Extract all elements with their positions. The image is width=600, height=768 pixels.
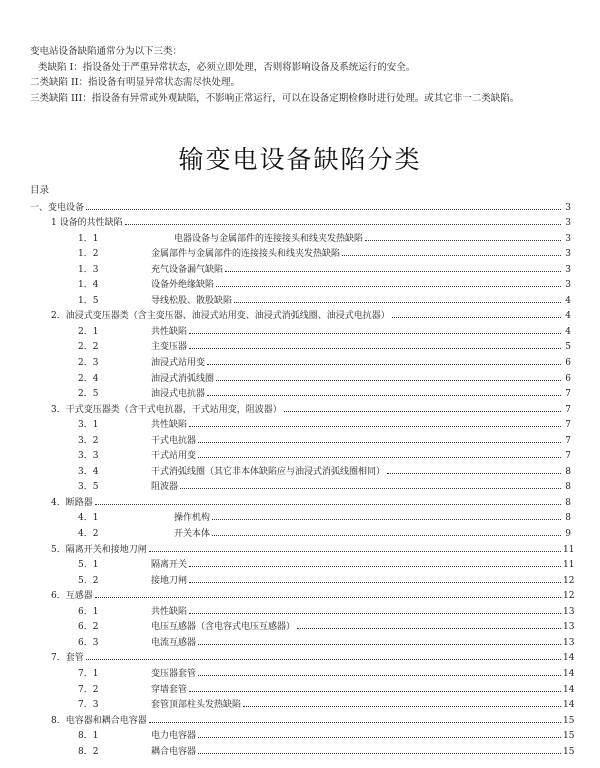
toc-page-number: 14	[563, 700, 575, 711]
toc-leader-dots	[243, 706, 561, 707]
toc-leader-dots	[95, 597, 561, 598]
toc-entry-title: 设备外绝缘缺陷	[151, 280, 215, 291]
toc-entry[interactable]	[30, 337, 571, 353]
toc-page-number: 11	[563, 560, 575, 571]
toc-entry-title: 主变压器	[151, 342, 188, 353]
toc-entry[interactable]	[30, 446, 571, 462]
toc-entry-number: 4．1	[78, 513, 99, 524]
toc-entry-number: 1．4	[78, 280, 99, 291]
toc-entry-number: 3．5	[78, 482, 99, 493]
toc-entry-title: 油浸式站用变	[151, 358, 206, 369]
toc-entry-number: 6．2	[78, 622, 99, 633]
toc-entry-number: 5．1	[78, 560, 99, 571]
toc-page-number: 7	[565, 420, 571, 431]
toc-leader-dots	[216, 286, 561, 287]
toc-page-number: 3	[565, 280, 571, 291]
intro-line: 三类缺陷 III：指设备有异常或外观缺陷，不影响正常运行，可以在设备定期检修时进行处理。或其它非一二类缺陷。	[30, 92, 520, 104]
toc-entry-title: 变压器套管	[151, 668, 197, 679]
toc-label: 目录	[30, 185, 50, 196]
toc-entry-title: 耦合电容器	[151, 746, 197, 757]
toc-page-number: 12	[563, 591, 575, 602]
toc-entry-number: 2．4	[78, 373, 99, 384]
toc-entry-number: 7．2	[78, 684, 99, 695]
toc-entry[interactable]	[30, 570, 575, 586]
toc-entry[interactable]	[30, 726, 575, 742]
toc-leader-dots	[198, 737, 561, 738]
toc-entry-number: 5．2	[78, 575, 99, 586]
toc-entry[interactable]	[30, 430, 571, 446]
toc-entry-title: 操作机构	[174, 513, 211, 524]
toc-leader-dots	[189, 426, 561, 427]
toc-entry[interactable]	[30, 384, 571, 400]
toc-entry-number: 2．3	[78, 358, 99, 369]
toc-entry[interactable]	[30, 290, 571, 306]
toc-entry-number: 1．3	[78, 264, 99, 275]
toc-entry-number: 7．1	[78, 668, 99, 679]
toc-entry-title: 金属部件与金属部件的连接接头和线夹发热缺陷	[151, 249, 341, 260]
toc-entry-number: 3．4	[78, 466, 99, 477]
toc-leader-dots	[297, 628, 561, 629]
toc-entry[interactable]	[30, 741, 575, 757]
toc-entry-number: 2．2	[78, 342, 99, 353]
toc-entry[interactable]	[30, 523, 571, 539]
toc-entry-number: 2．5	[78, 389, 99, 400]
toc-entry[interactable]	[30, 632, 575, 648]
toc-leader-dots	[198, 753, 561, 754]
toc-page-number: 13	[563, 606, 575, 617]
toc-entry-title: 套管顶部柱头发热缺陷	[151, 700, 242, 711]
toc-entry[interactable]	[30, 259, 571, 275]
toc-page-number: 11	[563, 544, 575, 555]
toc-leader-dots	[284, 411, 561, 412]
toc-page-number: 4	[565, 311, 571, 322]
toc-entry-number: 8．2	[78, 746, 99, 757]
toc-leader-dots	[198, 442, 561, 443]
toc-entry-title: 干式电抗器	[151, 435, 197, 446]
toc-entry-title: 导线松股、散股缺陷	[151, 295, 233, 306]
toc-page-number: 7	[565, 389, 571, 400]
toc-leader-dots	[189, 348, 561, 349]
toc-leader-dots	[207, 395, 561, 396]
toc-entry-title: 电流互感器	[151, 637, 197, 648]
toc-entry-title: 2．油浸式变压器类（含主变压器、油浸式站用变、油浸式消弧线圈、油浸式电抗器）	[51, 311, 390, 322]
toc-entry[interactable]	[30, 477, 571, 493]
toc-page-number: 15	[563, 731, 575, 742]
toc-page-number: 5	[565, 342, 571, 353]
toc-entry[interactable]	[30, 306, 571, 322]
toc-leader-dots	[365, 240, 561, 241]
toc-entry-title: 接地刀闸	[151, 575, 188, 586]
toc-entry-title: 穿墙套管	[151, 684, 188, 695]
intro-heading: 变电站设备缺陷通常分为以下三类：	[30, 46, 183, 57]
toc-page-number: 8	[565, 513, 571, 524]
toc-entry-number: 3．1	[78, 420, 99, 431]
toc-page-number: 3	[565, 249, 571, 260]
toc-leader-dots	[95, 504, 561, 505]
toc-page-number: 3	[565, 202, 571, 213]
toc-entry[interactable]	[30, 586, 575, 602]
toc-entry-title: 阻波器	[151, 482, 179, 493]
toc-leader-dots	[86, 209, 561, 210]
toc-leader-dots	[149, 551, 561, 552]
toc-entry-number: 1．1	[78, 233, 99, 244]
toc-page-number: 8	[565, 497, 571, 508]
toc-leader-dots	[125, 224, 561, 225]
toc-leader-dots	[180, 488, 561, 489]
toc-entry-title: 8．电容器和耦合电容器	[51, 715, 147, 726]
toc-entry[interactable]	[30, 213, 571, 229]
toc-entry-title: 干式站用变	[151, 451, 197, 462]
toc-entry-title: 7．套管	[51, 653, 84, 664]
toc-page-number: 15	[563, 715, 575, 726]
toc-entry[interactable]	[30, 461, 571, 477]
toc-page-number: 14	[563, 653, 575, 664]
toc-entry-title: 油浸式消弧线圈	[151, 373, 215, 384]
toc-entry[interactable]	[30, 275, 571, 291]
toc-entry-title: 油浸式电抗器	[151, 389, 206, 400]
toc-entry-number: 3．2	[78, 435, 99, 446]
intro-line: 二类缺陷 II：指设备有明显异常状态需尽快处理。	[30, 77, 241, 88]
toc-entry-number: 6．1	[78, 606, 99, 617]
toc-entry-title: 共性缺陷	[151, 420, 188, 431]
toc-entry-title: 电压互感器（含电容式电压互感器）	[151, 622, 296, 633]
toc-entry-title: 6．互感器	[51, 591, 93, 602]
toc-page-number: 14	[563, 684, 575, 695]
toc-entry-title: 干式消弧线圈（其它非本体缺陷应与油浸式消弧线圈相同）	[151, 466, 386, 477]
toc-leader-dots	[189, 333, 561, 334]
toc-entry[interactable]	[30, 601, 575, 617]
table-of-contents	[30, 197, 575, 757]
toc-entry[interactable]	[30, 555, 575, 571]
toc-page-number: 3	[565, 264, 571, 275]
toc-leader-dots	[198, 644, 561, 645]
toc-leader-dots	[207, 364, 561, 365]
toc-entry-title: 3．干式变压器类（含干式电抗器，干式站用变，阻波器）	[51, 404, 282, 415]
toc-entry-number: 1．2	[78, 249, 99, 260]
toc-entry[interactable]	[30, 508, 571, 524]
toc-entry-number: 6．3	[78, 637, 99, 648]
toc-page-number: 8	[565, 482, 571, 493]
toc-entry-number: 2．1	[78, 326, 99, 337]
toc-leader-dots	[212, 519, 561, 520]
toc-leader-dots	[189, 613, 561, 614]
toc-page-number: 6	[565, 358, 571, 369]
intro-line: 类缺陷 I：指设备处于严重异常状态，必须立即处理，否则将影响设备及系统运行的安全。	[38, 61, 416, 73]
toc-entry-number: 1．5	[78, 295, 99, 306]
toc-page-number: 7	[565, 451, 571, 462]
toc-leader-dots	[392, 317, 561, 318]
toc-entry-number: 8．1	[78, 731, 99, 742]
toc-entry-title: 隔离开关	[151, 560, 188, 571]
toc-page-number: 8	[565, 466, 571, 477]
toc-leader-dots	[387, 473, 561, 474]
toc-entry[interactable]	[30, 617, 575, 633]
toc-page-number: 15	[563, 746, 575, 757]
toc-entry-number: 7．3	[78, 700, 99, 711]
toc-entry[interactable]	[30, 197, 571, 213]
toc-entry-title: 5．隔离开关和接地刀闸	[51, 544, 147, 555]
toc-leader-dots	[234, 302, 561, 303]
toc-entry[interactable]	[30, 648, 575, 664]
toc-entry-title: 一、变电设备	[30, 202, 85, 213]
toc-leader-dots	[149, 722, 561, 723]
toc-page-number: 3	[565, 218, 571, 229]
toc-entry[interactable]	[30, 710, 575, 726]
toc-leader-dots	[216, 380, 561, 381]
toc-leader-dots	[189, 566, 561, 567]
toc-leader-dots	[189, 691, 561, 692]
toc-page-number: 13	[563, 637, 575, 648]
toc-leader-dots	[225, 271, 561, 272]
toc-entry[interactable]	[30, 415, 571, 431]
intro-block	[30, 44, 590, 106]
toc-leader-dots	[189, 582, 561, 583]
toc-entry-title: 开关本体	[174, 529, 211, 540]
toc-entry-number: 4．2	[78, 529, 99, 540]
toc-leader-dots	[212, 535, 561, 536]
toc-page-number: 14	[563, 668, 575, 679]
toc-page-number: 13	[563, 622, 575, 633]
toc-leader-dots	[342, 255, 561, 256]
toc-entry[interactable]	[30, 695, 575, 711]
toc-page-number: 4	[565, 326, 571, 337]
toc-entry-number: 3．3	[78, 451, 99, 462]
toc-entry[interactable]	[30, 539, 575, 555]
toc-entry[interactable]	[30, 399, 571, 415]
toc-entry-title: 电力电容器	[151, 731, 197, 742]
toc-entry[interactable]	[30, 663, 575, 679]
toc-entry-title: 充气设备漏气缺陷	[151, 264, 224, 275]
toc-entry-title: 电器设备与金属部件的连接接头和线夹发热缺陷	[174, 233, 364, 244]
toc-entry[interactable]	[30, 368, 571, 384]
toc-page-number: 7	[565, 404, 571, 415]
toc-entry[interactable]	[30, 492, 571, 508]
toc-entry[interactable]	[30, 679, 575, 695]
toc-entry-title: 共性缺陷	[151, 326, 188, 337]
toc-entry-title: 共性缺陷	[151, 606, 188, 617]
toc-page-number: 6	[565, 373, 571, 384]
toc-page-number: 7	[565, 435, 571, 446]
toc-entry-title: 4．断路器	[51, 497, 93, 508]
toc-entry[interactable]	[30, 352, 571, 368]
toc-leader-dots	[198, 675, 561, 676]
toc-page-number: 4	[565, 295, 571, 306]
toc-leader-dots	[198, 457, 561, 458]
toc-leader-dots	[86, 659, 561, 660]
toc-page-number: 12	[563, 575, 575, 586]
toc-entry[interactable]	[30, 244, 571, 260]
toc-page-number: 9	[565, 529, 571, 540]
toc-page-number: 3	[565, 233, 571, 244]
toc-entry-title: 1 设备的共性缺陷	[51, 218, 123, 229]
toc-entry[interactable]	[30, 228, 571, 244]
page-title: 输变电设备缺陷分类	[178, 145, 422, 174]
toc-entry[interactable]	[30, 321, 571, 337]
